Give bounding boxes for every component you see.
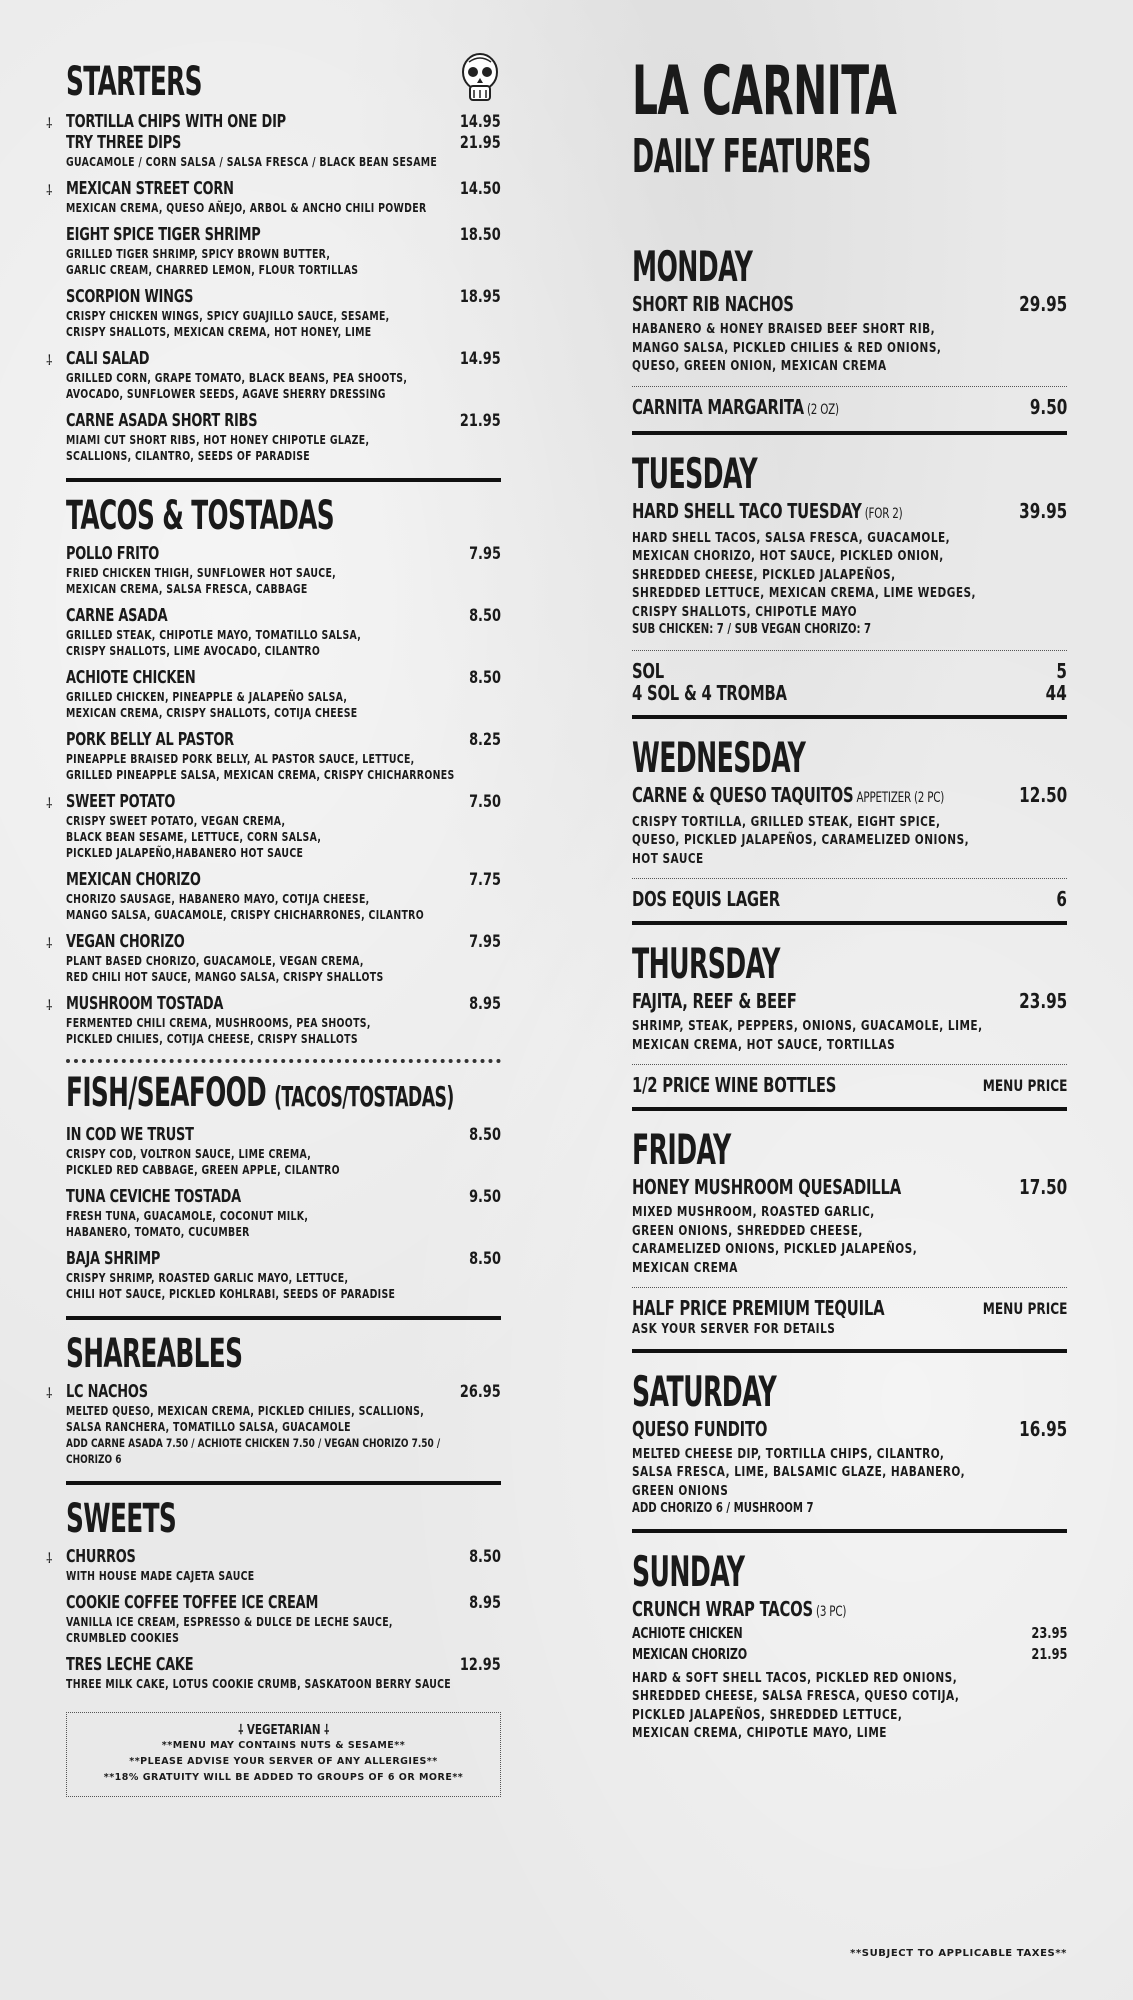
item-name: TUNA CEVICHE TOSTADA [66, 1187, 241, 1207]
item-name: TORTILLA CHIPS WITH ONE DIP [66, 112, 286, 132]
day-title: WEDNESDAY [632, 732, 806, 782]
item-row [66, 730, 501, 751]
day-section-sunday [632, 1529, 1067, 1743]
menu-item [66, 287, 501, 340]
item-price: 12.50 [1018, 782, 1067, 807]
item-addons: ADD CHORIZO 6 / MUSHROOM 7 [632, 1501, 814, 1516]
item-price: 8.50 [469, 606, 501, 626]
item-name: MEXICAN STREET CORN [66, 179, 234, 199]
item-row [632, 889, 1067, 911]
item-name: SWEET POTATO [66, 792, 176, 812]
legend-line: **MENU MAY CONTAINS NUTS & SESAME** [161, 1740, 406, 1751]
dotted-separator [632, 1064, 1067, 1065]
vegetarian-icon: ⸸ [46, 796, 53, 812]
day-section-tuesday [632, 431, 1067, 705]
day-section-wednesday [632, 715, 1067, 912]
drink-item [632, 1298, 1067, 1339]
item-name: MUSHROOM TOSTADA [66, 994, 224, 1014]
item-row [632, 294, 1067, 316]
item-row [632, 1298, 1067, 1320]
drink-item [632, 394, 1067, 421]
item-row [46, 179, 501, 200]
item-price: 23.95 [1018, 989, 1067, 1013]
item-price: 18.50 [460, 225, 501, 245]
item-name: FAJITA, REEF & BEEF [632, 989, 797, 1013]
item-description: CRISPY TORTILLA, GRILLED STEAK, EIGHT SPICE, QUESO, PICKLED JALAPEÑOS, CARAMELIZED ONIONS, HOT SAUCE [632, 813, 970, 867]
item-price: 7.95 [469, 544, 501, 564]
item-price: 29.95 [1018, 292, 1067, 316]
item-name: CARNITA MARGARITA (2 OZ) [632, 394, 839, 419]
item-name: 1/2 PRICE WINE BOTTLES [632, 1073, 837, 1097]
dotted-separator [632, 386, 1067, 387]
vegetarian-icon: ⸸ [323, 1723, 329, 1738]
item-name: MEXICAN CHORIZO [632, 1644, 747, 1663]
item-row [46, 349, 501, 370]
day-divider [632, 715, 1067, 719]
item-row [66, 1249, 501, 1270]
day-title: SUNDAY [632, 1546, 745, 1596]
item-row [46, 994, 501, 1015]
item-price: 8.50 [469, 1249, 501, 1269]
item-name: HONEY MUSHROOM QUESADILLA [632, 1175, 901, 1199]
day-divider [632, 921, 1067, 925]
drink-item [632, 658, 1067, 705]
menu-item [46, 179, 501, 216]
daily-features-title: DAILY FEATURES [632, 129, 871, 183]
feature-item [632, 498, 1067, 640]
item-name: COOKIE COFFEE TOFFEE ICE CREAM [66, 1593, 319, 1613]
item-name: HARD SHELL TACO TUESDAY (FOR 2) [632, 498, 903, 523]
menu-item [66, 606, 501, 659]
menu-item [66, 225, 501, 278]
item-price: 6 [1056, 887, 1067, 911]
item-price: 8.50 [469, 1125, 501, 1145]
item-price: 39.95 [1018, 498, 1067, 523]
item-row [66, 225, 501, 246]
feature-item [632, 1596, 1067, 1743]
shareables-section [46, 1330, 501, 1467]
day-title: SATURDAY [632, 1366, 777, 1416]
item-name: LC NACHOS [66, 1382, 148, 1402]
feature-item [632, 1416, 1067, 1519]
item-description: HARD & SOFT SHELL TACOS, PICKLED RED ONIONS, SHREDDED CHEESE, SALSA FRESCA, QUESO COTIJA, PICKLED JALAPEÑOS, SHREDDED LETTUCE, MEXICAN CREMA, CHIPOTLE MAYO, LIME [632, 1669, 960, 1741]
section-title-starters: STARTERS [66, 59, 202, 105]
menu-item [46, 994, 501, 1047]
brand-title: LA CARNITA [632, 52, 897, 131]
vegetarian-icon: ⸸ [46, 353, 53, 369]
item-name: 4 SOL & 4 TROMBA [632, 680, 787, 705]
item-row [66, 133, 501, 154]
dotted-separator [632, 1287, 1067, 1288]
item-row [632, 1416, 1067, 1441]
item-description: CHORIZO SAUSAGE, HABANERO MAYO, COTIJA CHEESE, MANGO SALSA, GUACAMOLE, CRISPY CHICHARRONES, CILANTRO [66, 892, 424, 922]
menu-item [46, 1382, 501, 1467]
item-description: HABANERO & HONEY BRAISED BEEF SHORT RIB, MANGO SALSA, PICKLED CHILIES & RED ONIONS, QUESO, GREEN ONION, MEXICAN CREMA [632, 321, 942, 374]
day-section-saturday [632, 1349, 1067, 1519]
menu-item [46, 1547, 501, 1584]
item-row [66, 544, 501, 565]
sweets-section [46, 1495, 501, 1692]
item-description: MIAMI CUT SHORT RIBS, HOT HONEY CHIPOTLE GLAZE, SCALLIONS, CILANTRO, SEEDS OF PARADISE [66, 433, 370, 463]
day-title: MONDAY [632, 242, 753, 291]
item-price: 5 [1056, 658, 1067, 683]
item-row [632, 680, 1067, 705]
item-description: ASK YOUR SERVER FOR DETAILS [632, 1321, 836, 1337]
feature-item [632, 1177, 1067, 1277]
item-name: TRY THREE DIPS [66, 133, 182, 153]
item-description: GRILLED STEAK, CHIPOTLE MAYO, TOMATILLO SALSA, CRISPY SHALLOTS, LIME AVOCADO, CILANTRO [66, 628, 362, 658]
item-note: APPETIZER (2 PC) [853, 789, 945, 806]
shareables-list [46, 1382, 501, 1467]
section-title-sweets: SWEETS [66, 1496, 177, 1542]
fish-section [66, 1069, 501, 1302]
day-section-thursday [632, 921, 1067, 1097]
drink-item [632, 889, 1067, 911]
item-name: CARNE ASADA SHORT RIBS [66, 411, 258, 431]
item-note: (FOR 2) [861, 505, 903, 522]
item-description: GUACAMOLE / CORN SALSA / SALSA FRESCA / BLACK BEAN SESAME [66, 155, 438, 169]
item-name: SCORPION WINGS [66, 287, 194, 307]
item-name: ACHIOTE CHICKEN [66, 668, 196, 688]
legend-line: **PLEASE ADVISE YOUR SERVER OF ANY ALLERGIES** [129, 1756, 438, 1767]
day-divider [632, 431, 1067, 435]
item-row [66, 870, 501, 891]
item-addons: SUB CHICKEN: 7 / SUB VEGAN CHORIZO: 7 [632, 622, 872, 637]
allergy-legend [66, 1712, 501, 1797]
item-row [632, 1075, 1067, 1097]
feature-item [632, 782, 1067, 869]
day-title: TUESDAY [632, 448, 758, 498]
item-price: 14.95 [460, 349, 501, 369]
day-title: THURSDAY [632, 939, 780, 988]
menu-item [46, 792, 501, 861]
menu-item [66, 730, 501, 783]
taxes-note: **SUBJECT TO APPLICABLE TAXES** [850, 1948, 1067, 1959]
item-description: GRILLED CORN, GRAPE TOMATO, BLACK BEANS, PEA SHOOTS, AVOCADO, SUNFLOWER SEEDS, AGAVE SHERRY DRESSING [66, 371, 408, 401]
item-description: THREE MILK CAKE, LOTUS COOKIE CRUMB, SASKATOON BERRY SAUCE [66, 1677, 452, 1691]
item-name: CARNE & QUESO TAQUITOS APPETIZER (2 PC) [632, 782, 945, 807]
item-description: CRISPY SWEET POTATO, VEGAN CREMA, BLACK BEAN SESAME, LETTUCE, CORN SALSA, PICKLED JALAPEÑO,HABANERO HOT SAUCE [66, 814, 322, 860]
item-row [66, 411, 501, 432]
legend-line: **18% GRATUITY WILL BE ADDED TO GROUPS OF 6 OR MORE** [103, 1772, 464, 1783]
item-description: MIXED MUSHROOM, ROASTED GARLIC, GREEN ONIONS, SHREDDED CHEESE, CARAMELIZED ONIONS, PICKLED JALAPEÑOS, MEXICAN CREMA [632, 1204, 918, 1276]
menu-item [66, 1655, 501, 1692]
item-description: MELTED QUESO, MEXICAN CREMA, PICKLED CHILIES, SCALLIONS, SALSA RANCHERA, TOMATILLO SALSA, GUACAMOLE [66, 1404, 425, 1434]
item-price: 7.75 [469, 870, 501, 890]
item-price: 8.95 [469, 994, 501, 1014]
item-row [66, 1187, 501, 1208]
item-name: CALI SALAD [66, 349, 150, 369]
days-container [632, 242, 1067, 1743]
item-name: EIGHT SPICE TIGER SHRIMP [66, 225, 261, 245]
feature-item [632, 294, 1067, 376]
menu-item [46, 112, 501, 170]
item-row [632, 782, 1067, 809]
tacos-list [46, 544, 501, 1047]
day-divider [632, 1529, 1067, 1533]
item-addons: ADD CARNE ASADA 7.50 / ACHIOTE CHICKEN 7.50 / VEGAN CHORIZO 7.50 / CHORIZO 6 [66, 1436, 441, 1466]
item-description: PINEAPPLE BRAISED PORK BELLY, AL PASTOR SAUCE, LETTUCE, GRILLED PINEAPPLE SALSA, MEXICAN CREMA, CRISPY CHICHARRONES [66, 752, 455, 782]
item-row [632, 658, 1067, 683]
menu-item [46, 349, 501, 402]
item-description: FERMENTED CHILI CREMA, MUSHROOMS, PEA SHOOTS, PICKLED CHILIES, COTIJA CHEESE, CRISPY SHALLOTS [66, 1016, 371, 1046]
feature-item [632, 991, 1067, 1054]
dotted-separator [632, 650, 1067, 651]
item-row [46, 1547, 501, 1568]
item-description: CRISPY CHICKEN WINGS, SPICY GUAJILLO SAUCE, SESAME, CRISPY SHALLOTS, MEXICAN CREMA, HOT HONEY, LIME [66, 309, 390, 339]
item-name: ACHIOTE CHICKEN [632, 1623, 743, 1642]
item-name: TRES LECHE CAKE [66, 1655, 194, 1675]
section-title-shareables: SHAREABLES [66, 1331, 243, 1377]
daily-features-column [632, 0, 1067, 1959]
item-name: SHORT RIB NACHOS [632, 292, 794, 316]
item-price: MENU PRICE [982, 1076, 1067, 1095]
sugar-skull-icon [459, 52, 501, 104]
vegetarian-icon: ⸸ [46, 183, 53, 199]
item-price: 14.95 [460, 112, 501, 132]
sweets-list [46, 1547, 501, 1692]
vegetarian-icon: ⸸ [46, 1551, 53, 1567]
vegetarian-label: VEGETARIAN [246, 1723, 321, 1738]
item-price: 14.50 [460, 179, 501, 199]
vegetarian-icon: ⸸ [46, 936, 53, 952]
item-price: 44 [1045, 680, 1067, 705]
item-description: CRISPY COD, VOLTRON SAUCE, LIME CREMA, PICKLED RED CABBAGE, GREEN APPLE, CILANTRO [66, 1147, 340, 1177]
item-row [632, 991, 1067, 1013]
fish-list [66, 1125, 501, 1302]
item-description: MEXICAN CREMA, QUESO AÑEJO, ARBOL & ANCHO CHILI POWDER [66, 201, 427, 215]
item-row [66, 668, 501, 689]
menu-item [66, 1593, 501, 1646]
item-name: MEXICAN CHORIZO [66, 870, 201, 890]
vegetarian-icon: ⸸ [46, 116, 53, 132]
section-title-tacos: TACOS & TOSTADAS [66, 493, 334, 539]
item-row [46, 932, 501, 953]
item-price: 21.95 [460, 133, 501, 153]
item-row [66, 1655, 501, 1676]
starters-section [46, 58, 501, 464]
item-name: HALF PRICE PREMIUM TEQUILA [632, 1296, 885, 1320]
item-price: 8.50 [469, 668, 501, 688]
drink-item [632, 1075, 1067, 1097]
item-name: BAJA SHRIMP [66, 1249, 161, 1269]
starters-list [46, 112, 501, 464]
vegetarian-icon: ⸸ [238, 1723, 243, 1738]
item-price: 18.95 [460, 287, 501, 307]
item-row [632, 394, 1067, 421]
menu-item [66, 870, 501, 923]
item-price: 23.95 [1030, 1623, 1067, 1642]
item-description: MELTED CHEESE DIP, TORTILLA CHIPS, CILANTRO, SALSA FRESCA, LIME, BALSAMIC GLAZE, HABANERO, GREEN ONIONS [632, 1445, 966, 1499]
item-row [66, 606, 501, 627]
item-row [66, 1593, 501, 1614]
item-row [66, 1125, 501, 1146]
item-price: 8.50 [469, 1547, 501, 1567]
item-name: CARNE ASADA [66, 606, 168, 626]
menu-item [46, 932, 501, 985]
item-row [46, 1382, 501, 1403]
menu-item [66, 1187, 501, 1240]
item-description: FRESH TUNA, GUACAMOLE, COCONUT MILK, HABANERO, TOMATO, CUCUMBER [66, 1209, 309, 1239]
item-description: SHRIMP, STEAK, PEPPERS, ONIONS, GUACAMOLE, LIME, MEXICAN CREMA, HOT SAUCE, TORTILLAS [632, 1018, 983, 1053]
item-row [632, 1644, 1067, 1665]
item-row [632, 1623, 1067, 1644]
item-row [632, 1596, 1067, 1623]
item-description: WITH HOUSE MADE CAJETA SAUCE [66, 1569, 255, 1583]
menu-item [66, 411, 501, 464]
item-price: 8.25 [469, 730, 501, 750]
item-name: QUESO FUNDITO [632, 1416, 768, 1441]
item-row [632, 498, 1067, 525]
item-row [66, 287, 501, 308]
day-title: FRIDAY [632, 1125, 731, 1174]
item-name: VEGAN CHORIZO [66, 932, 185, 952]
item-name: DOS EQUIS LAGER [632, 887, 780, 911]
item-row [46, 112, 501, 133]
item-description: GRILLED CHICKEN, PINEAPPLE & JALAPEÑO SALSA, MEXICAN CREMA, CRISPY SHALLOTS, COTIJA CHEESE [66, 690, 358, 720]
item-name: CRUNCH WRAP TACOS (3 PC) [632, 1596, 847, 1621]
menu-item [66, 1249, 501, 1302]
item-name: CHURROS [66, 1547, 136, 1567]
tacos-section [46, 492, 501, 1047]
item-price: 7.50 [469, 792, 501, 812]
item-name: PORK BELLY AL PASTOR [66, 730, 234, 750]
item-description: HARD SHELL TACOS, SALSA FRESCA, GUACAMOLE, MEXICAN CHORIZO, HOT SAUCE, PICKLED ONION, SHREDDED CHEESE, PICKLED JALAPEÑOS, SHREDDED LETTUCE, MEXICAN CREMA, LIME WEDGES, CRISPY SHALLOTS, CHIPOTLE MAYO [632, 529, 977, 620]
section-title-fish: FISH/SEAFOOD (TACOS/TOSTADAS) [66, 1070, 454, 1116]
item-name: SOL [632, 658, 665, 683]
item-price: MENU PRICE [982, 1299, 1067, 1318]
day-divider [632, 1107, 1067, 1111]
day-section-friday [632, 1107, 1067, 1339]
item-name: POLLO FRITO [66, 544, 160, 564]
item-price: 9.50 [469, 1187, 501, 1207]
item-description: VANILLA ICE CREAM, ESPRESSO & DULCE DE LECHE SAUCE, CRUMBLED COOKIES [66, 1615, 393, 1645]
item-note: (3 PC) [812, 1603, 847, 1620]
item-price: 8.95 [469, 1593, 501, 1613]
day-divider [632, 1349, 1067, 1353]
vegetarian-icon: ⸸ [46, 1386, 53, 1402]
menu-item [66, 1125, 501, 1178]
item-row [46, 792, 501, 813]
item-name: IN COD WE TRUST [66, 1125, 194, 1145]
item-price: 7.95 [469, 932, 501, 952]
item-description: PLANT BASED CHORIZO, GUACAMOLE, VEGAN CREMA, RED CHILI HOT SAUCE, MANGO SALSA, CRISPY SHALLOTS [66, 954, 384, 984]
item-row [632, 1177, 1067, 1199]
item-price: 12.95 [460, 1655, 501, 1675]
item-price: 26.95 [460, 1382, 501, 1402]
item-description: FRIED CHICKEN THIGH, SUNFLOWER HOT SAUCE, MEXICAN CREMA, SALSA FRESCA, CABBAGE [66, 566, 337, 596]
item-price: 21.95 [1030, 1644, 1067, 1663]
day-section-monday [632, 242, 1067, 421]
item-note: (2 OZ) [803, 401, 839, 418]
item-price: 17.50 [1018, 1175, 1067, 1199]
item-description: CRISPY SHRIMP, ROASTED GARLIC MAYO, LETTUCE, CHILI HOT SAUCE, PICKLED KOHLRABI, SEEDS OF PARADISE [66, 1271, 396, 1301]
item-description: GRILLED TIGER SHRIMP, SPICY BROWN BUTTER, GARLIC CREAM, CHARRED LEMON, FLOUR TORTILLAS [66, 247, 359, 277]
main-menu-column [46, 0, 501, 1797]
menu-item [66, 544, 501, 597]
item-price: 16.95 [1018, 1416, 1067, 1441]
item-price: 9.50 [1029, 394, 1067, 419]
item-price: 21.95 [460, 411, 501, 431]
dotted-separator [632, 878, 1067, 879]
menu-item [66, 668, 501, 721]
vegetarian-icon: ⸸ [46, 998, 53, 1014]
